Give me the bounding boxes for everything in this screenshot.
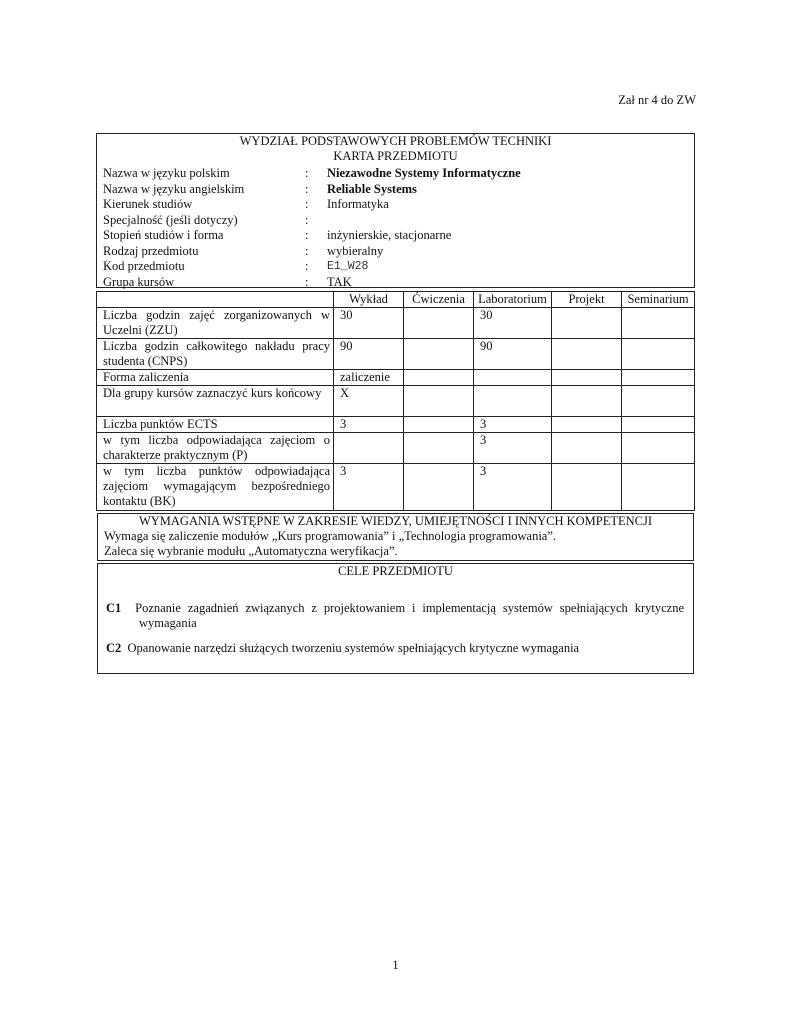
goal-text: Poznanie zagadnień związanych z projektowaniem i implementacją systemów spełniających krytyczne wymagania bbox=[135, 601, 684, 630]
table-cell: 3 bbox=[474, 417, 552, 433]
info-label: Kod przedmiotu bbox=[103, 259, 185, 273]
table-cell: 3 bbox=[334, 417, 404, 433]
info-value: Informatyka bbox=[327, 197, 389, 211]
info-separator: : bbox=[305, 259, 309, 273]
goal-text: Opanowanie narzędzi służących tworzeniu systemów spełniających krytyczne wymagania bbox=[127, 641, 580, 655]
info-separator: : bbox=[305, 197, 309, 211]
row-label: Liczba godzin zajęć zorganizowanych w Uczelni (ZZU) bbox=[97, 308, 334, 339]
table-cell bbox=[404, 417, 474, 433]
row-label: Liczba punktów ECTS bbox=[97, 417, 334, 433]
info-label: Rodzaj przedmiotu bbox=[103, 243, 199, 258]
column-header: Ćwiczenia bbox=[404, 292, 474, 308]
table-cell: 30 bbox=[334, 308, 404, 339]
column-header: Laboratorium bbox=[474, 292, 552, 308]
goals-box bbox=[97, 563, 694, 674]
table-cell bbox=[622, 464, 695, 511]
attachment-note: Zał nr 4 do ZW bbox=[618, 93, 696, 107]
info-value: E1_W28 bbox=[327, 260, 369, 273]
table-cell bbox=[404, 339, 474, 370]
info-value: inżynierskie, stacjonarne bbox=[327, 228, 452, 242]
table-cell: zaliczenie bbox=[334, 370, 404, 386]
table-cell bbox=[552, 464, 622, 511]
table-row bbox=[97, 370, 695, 386]
row-label: w tym liczba odpowiadająca zajęciom o charakterze praktycznym (P) bbox=[97, 433, 334, 464]
info-label: Specjalność (jeśli dotyczy) bbox=[103, 212, 238, 227]
table-cell bbox=[622, 417, 695, 433]
goal-item bbox=[106, 601, 684, 631]
card-title: KARTA PRZEDMIOTU bbox=[333, 149, 458, 163]
table-cell bbox=[404, 386, 474, 417]
goal-id: C2 bbox=[106, 641, 122, 655]
table-cell bbox=[622, 386, 695, 417]
info-separator: : bbox=[305, 274, 309, 289]
table-row bbox=[97, 308, 695, 339]
table-cell bbox=[622, 370, 695, 386]
info-separator: : bbox=[305, 166, 309, 180]
requirement-line: Wymaga się zaliczenie modułów „Kurs programowania” i „Technologia programowania”. bbox=[104, 529, 557, 543]
info-label: Nazwa w języku angielskim bbox=[103, 181, 245, 196]
column-header: Projekt bbox=[552, 292, 622, 308]
table-cell bbox=[552, 433, 622, 464]
course-header-box bbox=[96, 133, 695, 288]
table-cell: 3 bbox=[334, 464, 404, 511]
info-value: TAK bbox=[327, 274, 352, 289]
row-label: Forma zaliczenia bbox=[97, 370, 334, 386]
requirements-title: WYMAGANIA WSTĘPNE W ZAKRESIE WIEDZY, UMIEJĘTNOŚCI I INNYCH KOMPETENCJI bbox=[138, 514, 653, 528]
table-cell bbox=[552, 339, 622, 370]
info-label: Stopień studiów i forma bbox=[103, 228, 224, 242]
table-cell bbox=[622, 308, 695, 339]
info-label: Kierunek studiów bbox=[103, 197, 193, 211]
table-cell: 3 bbox=[474, 433, 552, 464]
table-cell bbox=[552, 386, 622, 417]
hours-table bbox=[96, 291, 695, 511]
table-cell bbox=[552, 417, 622, 433]
table-row bbox=[97, 339, 695, 370]
info-value: Niezawodne Systemy Informatyczne bbox=[327, 166, 521, 180]
table-cell bbox=[404, 433, 474, 464]
table-row bbox=[97, 433, 695, 464]
goal-item bbox=[106, 641, 684, 656]
info-separator: : bbox=[305, 228, 309, 242]
faculty-name: WYDZIAŁ PODSTAWOWYCH PROBLEMÓW TECHNIKI bbox=[239, 134, 552, 148]
table-cell bbox=[474, 386, 552, 417]
table-cell: X bbox=[334, 386, 404, 417]
goal-id: C1 bbox=[106, 601, 122, 615]
table-cell bbox=[622, 339, 695, 370]
table-cell: 30 bbox=[474, 308, 552, 339]
table-row bbox=[97, 464, 695, 511]
table-cell bbox=[404, 370, 474, 386]
info-separator: : bbox=[305, 212, 309, 227]
table-cell bbox=[552, 370, 622, 386]
row-label: Liczba godzin całkowitego nakładu pracy studenta (CNPS) bbox=[97, 339, 334, 370]
column-header: Wykład bbox=[334, 292, 404, 308]
table-cell bbox=[552, 308, 622, 339]
info-separator: : bbox=[305, 181, 309, 196]
info-label: Grupa kursów bbox=[103, 274, 175, 289]
requirement-line: Zaleca się wybranie modułu „Automatyczna weryfikacja”. bbox=[104, 544, 398, 558]
table-row bbox=[97, 417, 695, 433]
table-cell bbox=[622, 433, 695, 464]
table-header-row bbox=[97, 292, 695, 308]
table-cell bbox=[474, 370, 552, 386]
row-label: Dla grupy kursów zaznaczyć kurs końcowy bbox=[97, 386, 334, 417]
row-label: w tym liczba punktów odpowiadająca zajęciom wymagającym bezpośredniego kontaktu (BK) bbox=[97, 464, 334, 511]
table-header-blank bbox=[97, 292, 334, 308]
table-cell: 90 bbox=[474, 339, 552, 370]
table-cell bbox=[404, 464, 474, 511]
goals-title: CELE PRZEDMIOTU bbox=[338, 564, 453, 578]
info-value: Reliable Systems bbox=[327, 181, 417, 196]
table-cell: 3 bbox=[474, 464, 552, 511]
table-cell bbox=[334, 433, 404, 464]
table-row bbox=[97, 386, 695, 417]
requirements-box bbox=[97, 513, 694, 561]
table-cell bbox=[404, 308, 474, 339]
info-label: Nazwa w języku polskim bbox=[103, 166, 230, 180]
info-separator: : bbox=[305, 243, 309, 258]
info-value: wybieralny bbox=[327, 243, 384, 258]
table-cell: 90 bbox=[334, 339, 404, 370]
column-header: Seminarium bbox=[622, 292, 695, 308]
page-number: 1 bbox=[392, 958, 399, 972]
